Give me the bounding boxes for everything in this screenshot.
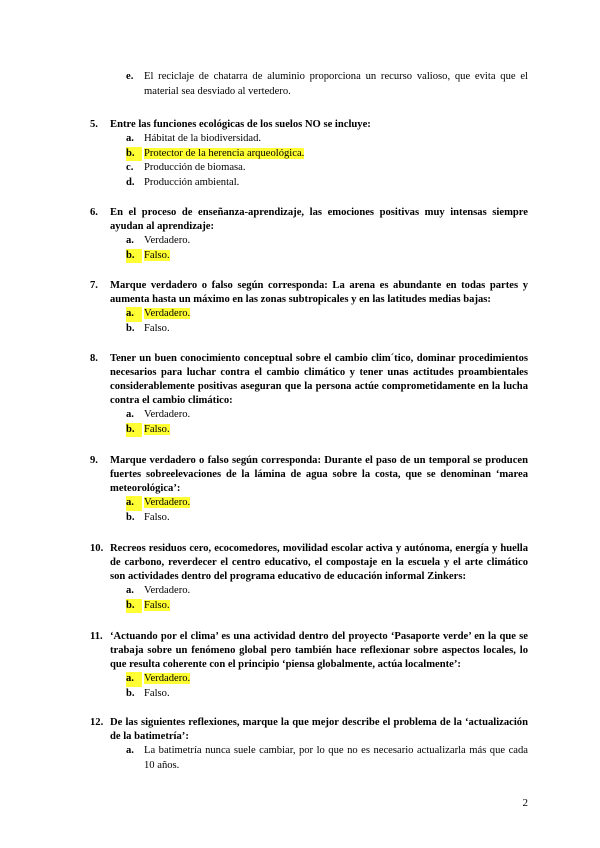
option-text: Verdadero.: [144, 409, 191, 420]
option-text: La batimetría nunca suele cambiar, por lo que no es necesario actualizarla más que cada 10 años.: [144, 745, 528, 771]
option-text: El reciclaje de chatarra de aluminio proporciona un recurso valioso, que evita que el material sea desviado al vertedero.: [144, 71, 528, 97]
option-letter: d.: [126, 176, 135, 188]
option-letter: a.: [126, 745, 134, 756]
question-number: 11.: [90, 631, 103, 642]
option-letter: b.: [126, 322, 135, 334]
question-text: Marque verdadero o falso según corresponda: Durante el paso de un temporal se producen fuertes sobreelevaciones de la lámina de agua sobre la costa, que se denominan ‘marea meteorológica’:: [110, 455, 528, 494]
options-list: [126, 132, 528, 190]
options-list: [126, 408, 528, 437]
option-letter: b.: [126, 423, 142, 438]
option-b: [126, 599, 528, 614]
option-letter: e.: [126, 71, 134, 82]
question-12: [90, 716, 528, 773]
question-10: [90, 542, 528, 613]
option-text: Verdadero.: [144, 673, 191, 684]
option-text: Falso.: [144, 249, 170, 261]
option-text: Verdadero.: [144, 235, 191, 246]
option-letter: b.: [126, 147, 142, 162]
question-text: Tener un buen conocimiento conceptual sobre el cambio clim´tico, dominar procedimientos necesarios para luchar contra el cambio climático y tener unas actitudes proambientales considerablemente positivas aseguran que la persona actúe comprometidamente en la lucha contra el cambio climático:: [110, 353, 528, 406]
option-text: Falso.: [144, 322, 170, 334]
option-letter: a.: [126, 672, 142, 687]
option-a: [126, 408, 528, 423]
option-text: Protector de la herencia arqueológica.: [144, 147, 305, 159]
option-text: Falso.: [144, 423, 170, 435]
option-a: [126, 584, 528, 599]
option-a: [126, 132, 528, 147]
options-list: [126, 672, 528, 701]
option-text: Producción ambiental.: [144, 176, 240, 188]
option-letter: b.: [126, 687, 135, 699]
options-list: [126, 234, 528, 263]
option-d: [126, 176, 528, 191]
option-a: [126, 234, 528, 249]
option-b: [126, 687, 528, 702]
question-5: [90, 118, 528, 190]
option-text: Verdadero.: [144, 585, 191, 596]
continuation-option: [126, 70, 528, 99]
option-letter: b.: [126, 599, 142, 614]
option-text: Producción de biomasa.: [144, 162, 246, 173]
options-list: [126, 744, 528, 773]
option-text: Falso.: [144, 687, 170, 699]
option-letter: a.: [126, 496, 142, 511]
option-a: [126, 496, 528, 511]
option-text: Hábitat de la biodiversidad.: [144, 133, 262, 144]
question-text: Entre las funciones ecológicas de los suelos NO se incluye:: [110, 119, 371, 130]
question-number: 6.: [90, 207, 98, 218]
option-letter: a.: [126, 585, 134, 596]
question-8: [90, 352, 528, 437]
option-letter: a.: [126, 133, 134, 144]
question-number: 10.: [90, 543, 104, 554]
option-text: Verdadero.: [144, 497, 191, 508]
question-text: En el proceso de enseñanza-aprendizaje, las emociones positivas muy intensas siempre ayudan al aprendizaje:: [110, 207, 528, 232]
question-7: [90, 279, 528, 336]
question-text: De las siguientes reflexiones, marque la que mejor describe el problema de la ‘actualización de la batimetría’:: [110, 717, 528, 742]
option-letter: a.: [126, 235, 134, 246]
question-number: 12.: [90, 717, 104, 728]
option-letter: a.: [126, 307, 142, 322]
option-letter: b.: [126, 511, 135, 523]
option-a: [126, 307, 528, 322]
option-c: [126, 161, 528, 176]
option-b: [126, 511, 528, 526]
question-number: 5.: [90, 119, 98, 130]
question-9: [90, 454, 528, 525]
option-a: [126, 744, 528, 773]
question-text: ‘Actuando por el clima’ es una actividad dentro del proyecto ‘Pasaporte verde’ en la que se trabaja sobre un fenómeno global pero también hace reflexionar sobre aspectos locales, lo que resulta coherente con el principio ‘piensa globalmente, actúa localmente’:: [110, 631, 528, 670]
page-number: 2: [522, 797, 528, 809]
question-text: Marque verdadero o falso según corresponda: La arena es abundante en todas partes y aumenta hasta un máximo en las zonas subtropicales y en las latitudes medias bajas:: [110, 280, 528, 305]
option-b: [126, 147, 528, 162]
options-list: [126, 307, 528, 336]
option-letter: b.: [126, 249, 142, 264]
option-letter: a.: [126, 409, 134, 420]
option-b: [126, 423, 528, 438]
question-number: 9.: [90, 455, 98, 466]
question-number: 7.: [90, 280, 98, 291]
option-text: Verdadero.: [144, 308, 191, 319]
options-list: [126, 496, 528, 525]
question-6: [90, 206, 528, 263]
option-text: Falso.: [144, 599, 170, 611]
option-b: [126, 249, 528, 264]
option-letter: c.: [126, 162, 134, 173]
question-text: Recreos residuos cero, ecocomedores, movilidad escolar activa y autónoma, energía y huella de carbono, reverdecer el centro educativo, el compostaje en la escuela y el arte climático son actividades dentro del programa educativo de educación informal Zinkers:: [110, 543, 528, 582]
question-11: [90, 630, 528, 701]
option-text: Falso.: [144, 511, 170, 523]
question-number: 8.: [90, 353, 98, 364]
options-list: [126, 584, 528, 613]
option-a: [126, 672, 528, 687]
option-b: [126, 322, 528, 337]
